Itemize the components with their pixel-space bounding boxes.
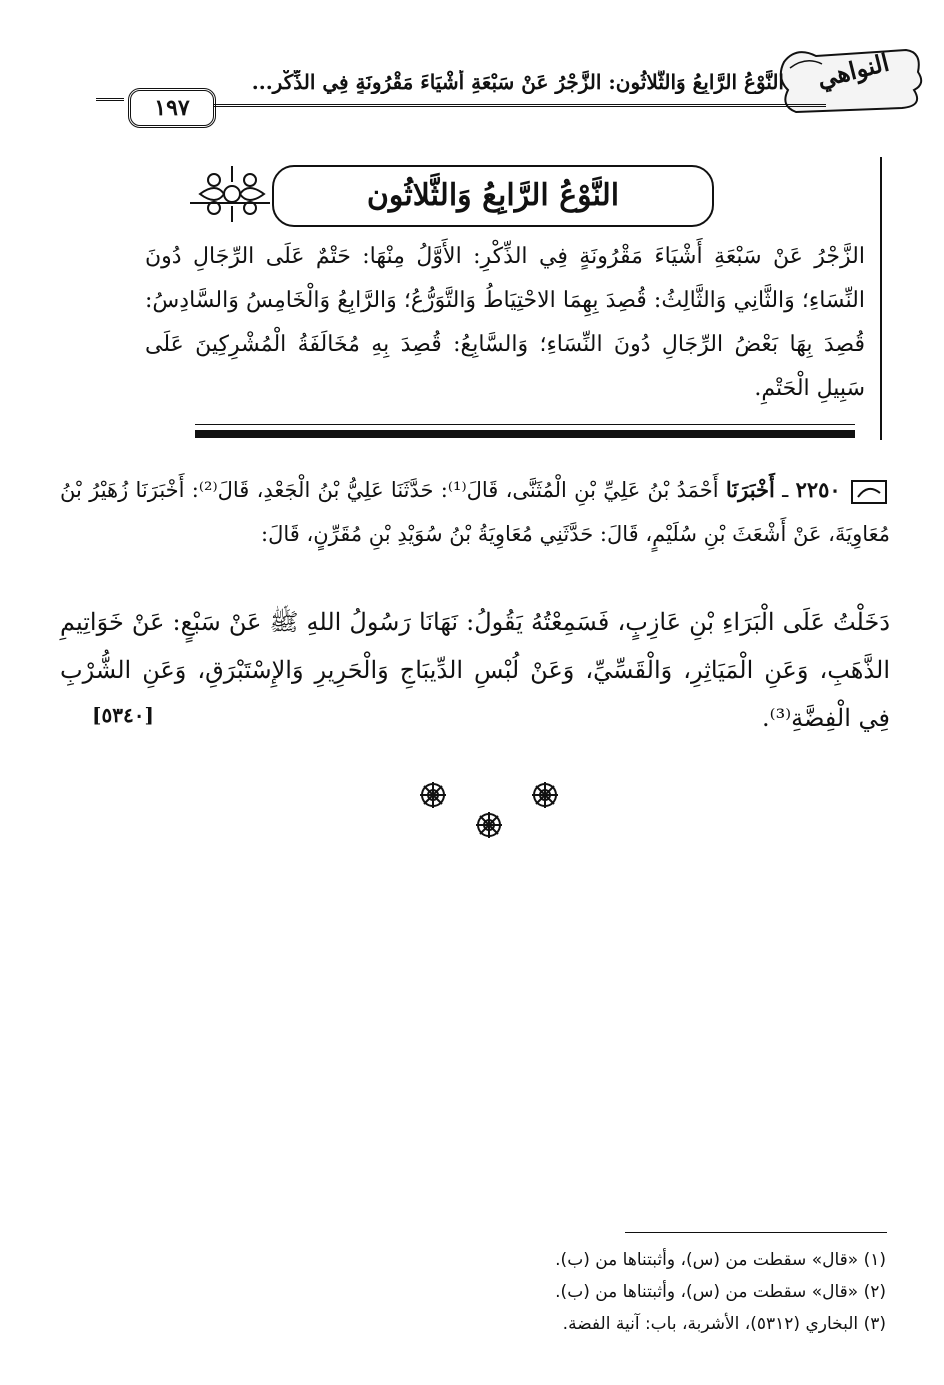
- footnote-3: [286, 1309, 886, 1339]
- chapter-title: النَّوْعُ الرَّابِعُ وَالثَّلاثُون: [272, 165, 714, 227]
- flower-ornament-icon: [474, 810, 504, 840]
- footnote-number: (١): [863, 1250, 886, 1270]
- footnote-rule: [625, 1232, 887, 1233]
- hadith-number: ٢٢٥٠: [795, 477, 841, 502]
- title-ornament-icon: [196, 162, 268, 226]
- footnote-1: [286, 1245, 886, 1275]
- flower-ornament-icon: [418, 780, 448, 810]
- header-tab-label: النواهي: [814, 47, 892, 94]
- footnote-number: (٣): [863, 1314, 886, 1334]
- section-heavy-rule: [195, 430, 855, 438]
- running-title: النَّوْعُ الرَّابِعُ وَالثَّلاثُون: الزَّجْرُ عَنْ سَبْعَةِ أَشْيَاءَ مَقْرُونَةٍ فِي الذِّكْرِ...: [251, 70, 784, 94]
- footnote-number: (٢): [863, 1282, 886, 1302]
- chapter-description: الزَّجْرُ عَنْ سَبْعَةِ أَشْيَاءَ مَقْرُونَةٍ فِي الذِّكْرِ: الأَوَّلُ مِنْهَا: حَتْمٌ عَلَى الرِّجَالِ دُونَ النِّسَاءِ؛ وَالثَّانِي وَالثَّالِثُ: قُصِدَ بِهِمَا الاحْتِيَاطُ وَالتَّوَرُّعُ؛ وَالرَّابِعُ وَالْخَامِسُ وَالسَّادِسُ: قُصِدَ بِهَا بَعْضُ الرِّجَالِ دُونَ النِّسَاءِ؛ وَالسَّابِعُ: قُصِدَ بِهِ مُخَالَفَةُ الْمُشْرِكِينَ عَلَى سَبِيلِ الْحَتْمِ.: [145, 244, 865, 401]
- footnote-text: «قال» سقطت من (س)، وأثبتناها من (ب).: [555, 1282, 859, 1302]
- flower-ornament-icon: [530, 780, 560, 810]
- narrator-word: أَخْبَرَنَا: [725, 477, 775, 502]
- header-rule-right: [214, 104, 826, 111]
- header-rule-left: [96, 98, 124, 105]
- section-thin-rule: [195, 424, 855, 425]
- footnote-text: «قال» سقطت من (س)، وأثبتناها من (ب).: [555, 1250, 859, 1270]
- footnote-text: البخاري (٥٣١٢)، الأشربة، باب: آنية الفضة.: [562, 1314, 859, 1334]
- hadith-reference: [٥٣٤٠]: [92, 703, 154, 727]
- isnad-text: أَحْمَدُ بْنُ عَلِيِّ بْنِ الْمُثَنَّى، قَالَ⁽¹⁾: حَدَّثَنَا عَلِيُّ بْنُ الْجَعْدِ، قَالَ⁽²⁾: أَخْبَرَنَا زُهَيْرُ بْنُ مُعَاوِيَةَ، عَنْ أَشْعَثَ بْنِ سُلَيْمٍ، قَالَ: حَدَّثَنِي مُعَاوِيَةُ بْنُ سُوَيْدِ بْنِ مُقَرِّنٍ، قَالَ:: [60, 478, 890, 546]
- footnote-2: [286, 1277, 886, 1307]
- hadith-matn: دَخَلْتُ عَلَى الْبَرَاءِ بْنِ عَازِبٍ، فَسَمِعْتُهُ يَقُولُ: نَهَانَا رَسُولُ اللهِ ﷺ عَنْ سَبْعٍ: عَنْ خَوَاتِيمِ الذَّهَبِ، وَعَنِ الْمَيَاثِرِ، وَالْقَسِّيِّ، وَعَنْ لُبْسِ الدِّيبَاجِ وَالْحَرِيرِ وَالإِسْتَبْرَقِ، وَعَنِ الشُّرْبِ فِي الْفِضَّةِ⁽³⁾.: [60, 608, 891, 732]
- hadith-isnad: [60, 468, 890, 556]
- hadith-marker-icon: [848, 477, 890, 507]
- hadith-dash: ـ: [774, 478, 796, 502]
- page-number: ١٩٧: [128, 88, 216, 128]
